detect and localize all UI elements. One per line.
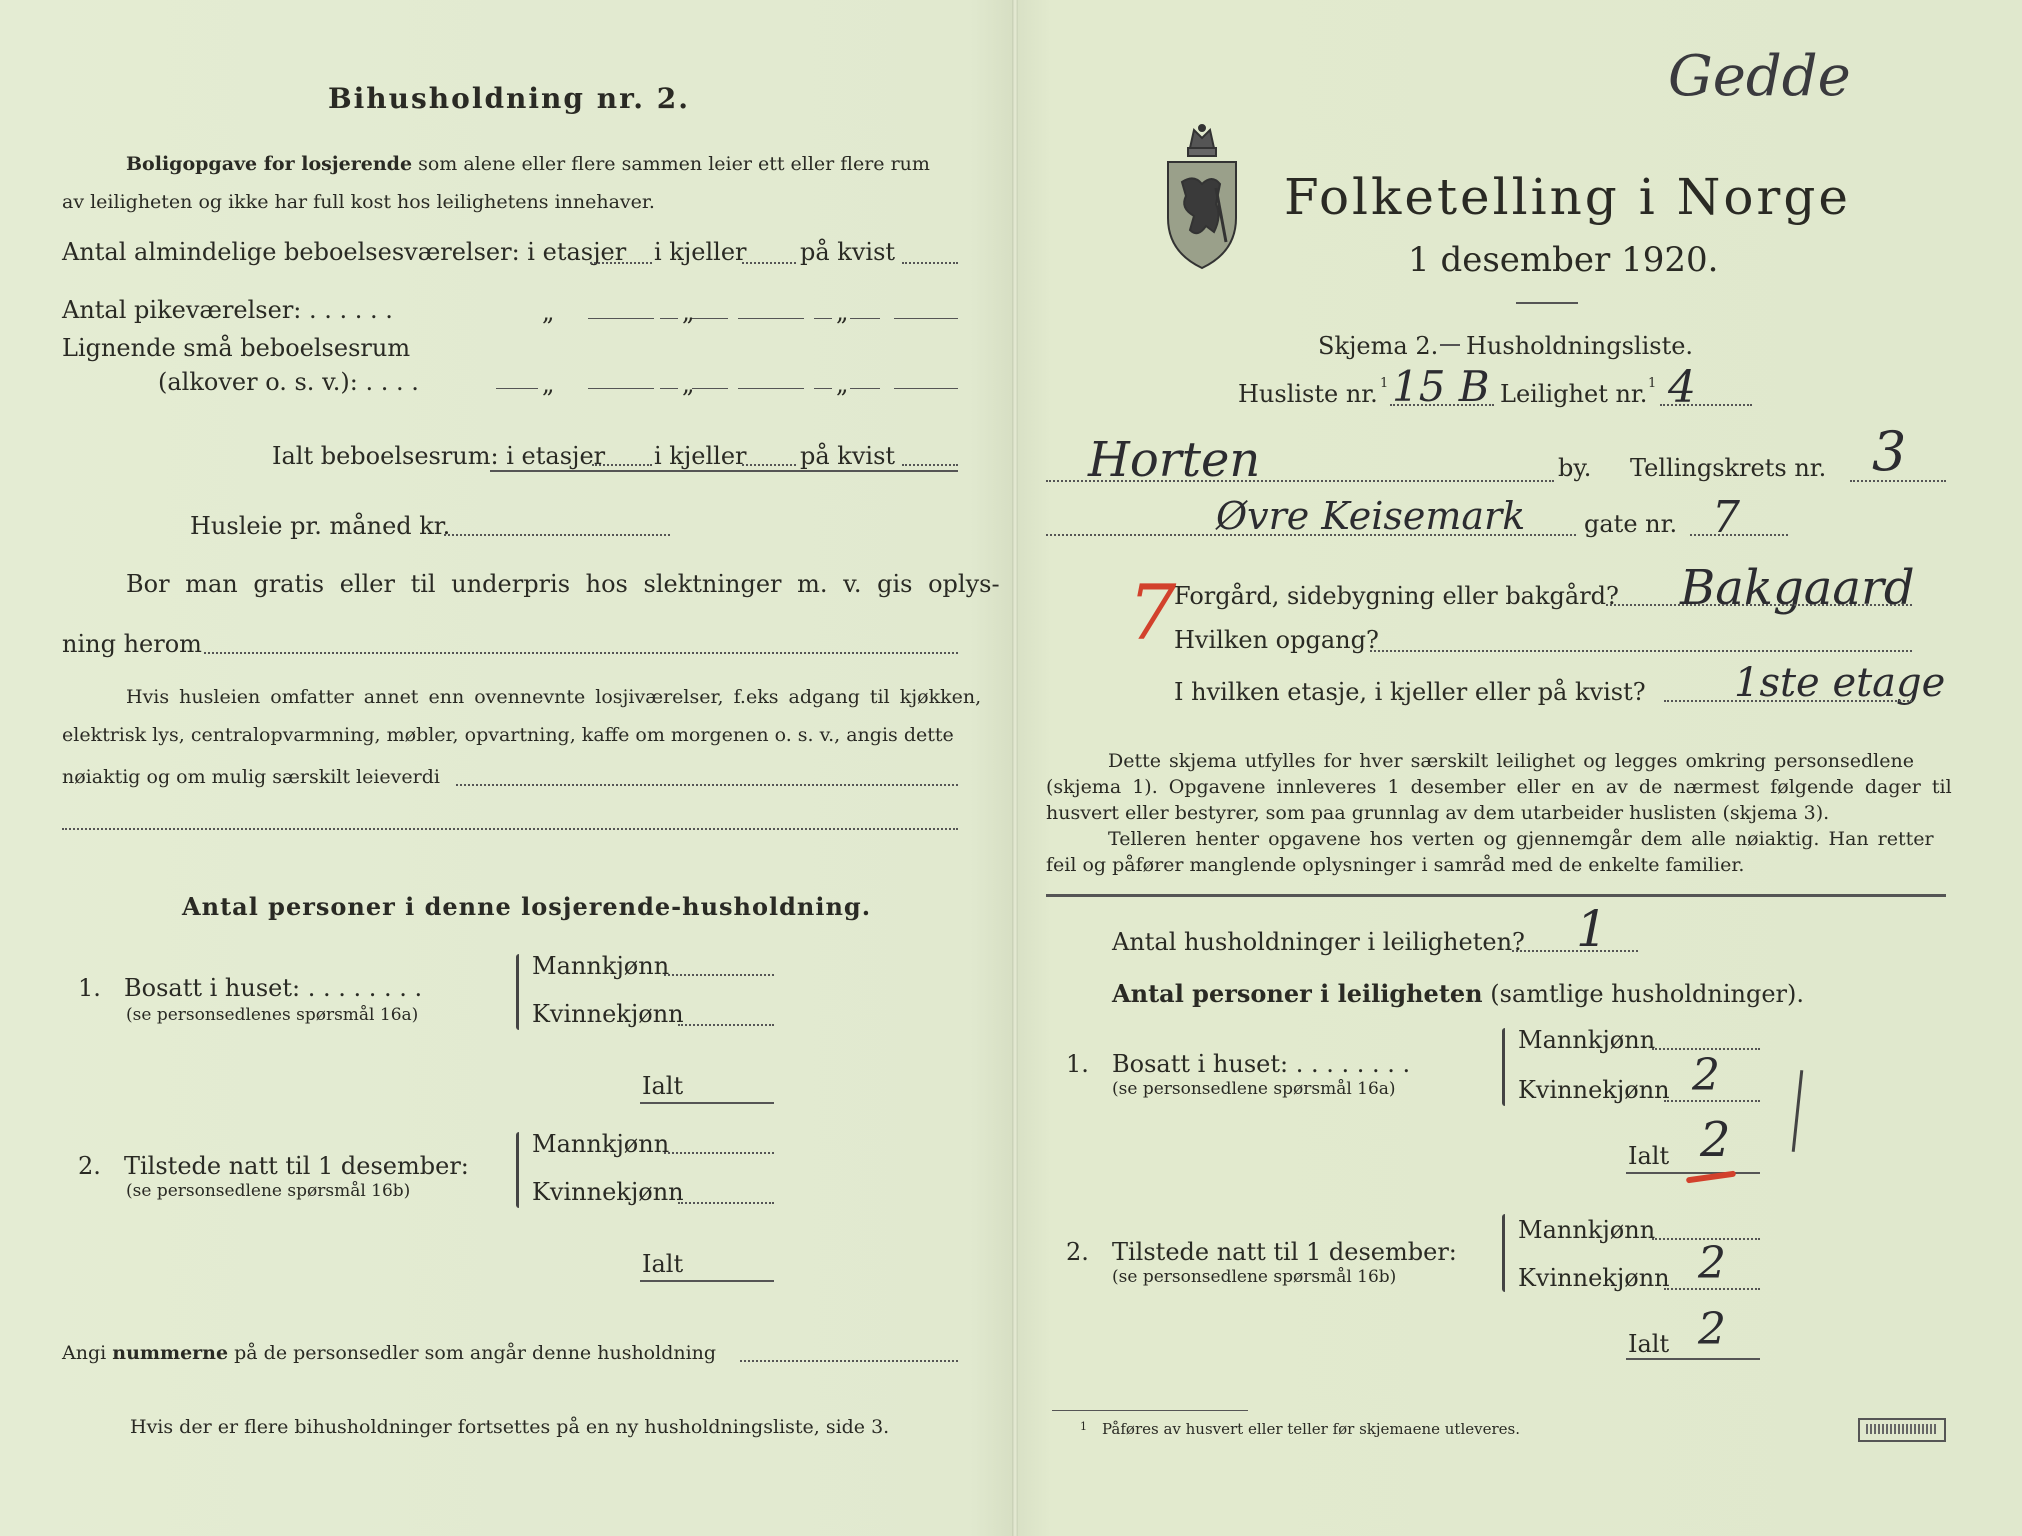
husliste-field — [1390, 404, 1494, 406]
left-q2-label: Tilstede natt til 1 desember: — [124, 1152, 469, 1180]
right-q1-kvinne-field — [1664, 1100, 1760, 1102]
ditto-mark: „ — [682, 298, 695, 326]
right-q2-ialt-field — [1626, 1358, 1760, 1360]
left-q2-sub: (se personsedlene spørsmål 16b) — [126, 1181, 411, 1201]
intro-bold: Boligopgave for losjerende — [126, 153, 413, 175]
right-footnote: Påføres av husvert eller teller før skjemaene utleveres. — [1102, 1420, 1520, 1438]
leieverdi-field — [456, 784, 958, 786]
angi-rest: på de personsedler som angår denne husholdning — [234, 1342, 717, 1364]
intro-line-1 — [126, 151, 930, 177]
ialt-kjeller-field — [742, 464, 796, 466]
pike-label: Antal pikeværelser: . . . . . . — [62, 296, 393, 324]
husleie-label: Husleie pr. måned kr. — [190, 512, 451, 540]
angi-pre: Angi — [62, 1342, 107, 1364]
left-title: Bihusholdning nr. 2. — [328, 82, 690, 115]
rooms-kjeller-field — [742, 262, 796, 264]
antal-hush-value: 1 — [1576, 900, 1608, 958]
right-q2-mann: Mannkjønn — [1518, 1216, 1656, 1244]
rooms-kjeller-label: i kjeller — [654, 238, 747, 266]
left-q2-mann: Mannkjønn — [532, 1130, 670, 1158]
right-q1-label: Bosatt i huset: . . . . . . . . — [1112, 1050, 1411, 1078]
antal-hush-field — [1512, 950, 1638, 952]
right-q2-num: 2. — [1066, 1238, 1089, 1266]
left-footer: Hvis der er flere bihusholdninger fortsettes på en ny husholdningsliste, side 3. — [130, 1416, 890, 1438]
alkover-field-0 — [496, 388, 538, 389]
census-date: 1 desember 1920. — [1408, 240, 1719, 280]
etasje-value: 1ste etage — [1734, 660, 1946, 706]
alkover-field-2 — [692, 388, 728, 389]
ialt-kvist-label: på kvist — [800, 442, 896, 470]
alkover-field-5 — [894, 388, 958, 389]
left-q2-mann-field — [664, 1152, 774, 1154]
intro-rest: som alene eller flere sammen leier ett eller flere rum — [418, 153, 930, 175]
etasje-field — [1664, 700, 1912, 702]
page-fold — [1012, 0, 1018, 1536]
alkover-label: (alkover o. s. v.): . . . . — [158, 368, 419, 396]
angi-bold: nummerne — [112, 1342, 229, 1364]
leieverdi-field-2 — [62, 828, 958, 830]
leilighet-field — [1660, 404, 1752, 406]
opgang-label: Hvilken opgang? — [1174, 626, 1379, 654]
gate-label: gate nr. — [1584, 510, 1678, 538]
right-q2-brace — [1502, 1214, 1505, 1292]
left-q1-brace — [516, 954, 519, 1030]
footnote-mark: 1 — [1080, 1420, 1087, 1433]
antal-pers-line — [1112, 980, 1804, 1008]
lignende-label: Lignende små beboelsesrum — [62, 334, 411, 362]
coat-of-arms-icon — [1160, 122, 1244, 272]
right-q2-sub: (se personsedlene spørsmål 16b) — [1112, 1267, 1397, 1287]
forgard-label: Forgård, sidebygning eller bakgård? — [1174, 582, 1619, 610]
printer-stamp — [1858, 1418, 1946, 1442]
left-q2-num: 2. — [78, 1152, 101, 1180]
footnote-divider — [1052, 1410, 1248, 1411]
bor-line-1: Bor man gratis eller til underpris hos slektninger m. v. gis oplys- — [126, 570, 1000, 598]
left-q2-kvinne-field — [678, 1202, 774, 1204]
angi-line — [62, 1340, 716, 1366]
right-q2-label: Tilstede natt til 1 desember: — [1112, 1238, 1457, 1266]
right-q2-ialt: Ialt — [1628, 1330, 1670, 1358]
gate-nr-value: 7 — [1712, 492, 1740, 543]
bor-line-2: ning herom — [62, 630, 202, 658]
handwritten-name: Gedde — [1668, 44, 1851, 109]
right-q1-ialt: Ialt — [1628, 1142, 1670, 1170]
footnote-mark: 1 — [1648, 376, 1657, 391]
rooms-label: Antal almindelige beboelsesværelser: i etasjer — [62, 238, 627, 266]
info-line-2: (skjema 1). Opgavene innleveres 1 desember eller en av de nærmest følgende dager til — [1046, 776, 1952, 798]
right-q1-sub: (se personsedlene spørsmål 16a) — [1112, 1079, 1396, 1099]
husleie-field — [444, 534, 670, 536]
alkover-field-3 — [738, 388, 804, 389]
left-q1-num: 1. — [78, 974, 101, 1002]
ditto-mark: „ — [542, 370, 555, 398]
gate-field — [1046, 534, 1576, 536]
left-q1-ialt-field — [640, 1102, 774, 1104]
info-line-1: Dette skjema utfylles for hver særskilt leilighet og legges omkring personsedlene — [1108, 750, 1914, 772]
bor-field — [204, 652, 958, 654]
skjema-label: Skjema 2. — [1318, 332, 1439, 360]
right-q1-mann: Mannkjønn — [1518, 1026, 1656, 1054]
right-q2-kvinne-value: 2 — [1698, 1238, 1726, 1289]
right-q2-kvinne: Kvinnekjønn — [1518, 1264, 1670, 1292]
antal-pers-rest: (samtlige husholdninger). — [1490, 980, 1805, 1008]
antal-hush-label: Antal husholdninger i leiligheten? — [1112, 928, 1525, 956]
hvis-line-3: nøiaktig og om mulig særskilt leieverdi — [62, 766, 440, 788]
right-title: Folketelling i Norge — [1284, 168, 1851, 226]
rooms-etasjer-field — [590, 262, 652, 264]
title-divider — [1516, 302, 1578, 304]
right-q1-kvinne-value: 2 — [1692, 1050, 1720, 1101]
left-q1-mann-field — [664, 974, 774, 976]
left-q2-ialt: Ialt — [642, 1250, 684, 1278]
by-field — [1046, 480, 1554, 482]
pike-field-1 — [588, 318, 654, 319]
left-q1-ialt: Ialt — [642, 1072, 684, 1100]
tellingskrets-label: Tellingskrets nr. — [1630, 454, 1827, 482]
right-q1-kvinne: Kvinnekjønn — [1518, 1076, 1670, 1104]
ialt-kvist-field — [902, 464, 958, 466]
right-q2-kvinne-field — [1664, 1288, 1760, 1290]
ialt-kjeller-label: i kjeller — [654, 442, 747, 470]
left-q1-kvinne-field — [678, 1024, 774, 1026]
red-pencil-mark: 7 — [1128, 568, 1177, 657]
pike-field-4 — [850, 318, 880, 319]
info-line-3: husvert eller bestyrer, som paa grunnlag av dem utarbeider huslisten (skjema 3). — [1046, 802, 1830, 824]
left-antal-heading: Antal personer i denne losjerende-husholdning. — [182, 892, 872, 921]
hvis-line-2: elektrisk lys, centralopvarmning, møbler, opvartning, kaffe om morgenen o. s. v., angis dette — [62, 724, 954, 746]
gate-value: Øvre Keisemark — [1216, 494, 1526, 538]
info-line-5: feil og påfører manglende oplysninger i samråd med de enkelte familier. — [1046, 854, 1745, 876]
ialt-rooms-label: Ialt beboelsesrum: i etasjer — [272, 442, 606, 470]
pike-field-5 — [894, 318, 958, 319]
left-q1-sub: (se personsedlenes spørsmål 16a) — [126, 1005, 419, 1025]
forgard-value: Bakgaard — [1680, 560, 1915, 616]
right-q1-ialt-value: 2 — [1700, 1112, 1731, 1168]
info-line-4: Telleren henter opgavene hos verten og gjennemgår dem alle nøiaktig. Han retter — [1108, 828, 1934, 850]
right-q1-num: 1. — [1066, 1050, 1089, 1078]
intro-line-2: av leiligheten og ikke har full kost hos leilighetens innehaver. — [62, 191, 655, 213]
left-q2-ialt-field — [640, 1280, 774, 1282]
leilighet-value: 4 — [1668, 362, 1696, 413]
gate-nr-field — [1690, 534, 1788, 536]
angi-field — [740, 1360, 958, 1362]
by-label: by. — [1558, 454, 1592, 482]
tellingskrets-value: 3 — [1872, 420, 1907, 483]
rooms-kvist-label: på kvist — [800, 238, 896, 266]
rooms-kvist-field — [902, 262, 958, 264]
pike-dash-1 — [660, 318, 678, 319]
tellingskrets-field — [1850, 480, 1946, 482]
ditto-mark: „ — [682, 370, 695, 398]
printer-stamp-lines — [1866, 1424, 1938, 1434]
etasje-label: I hvilken etasje, i kjeller eller på kvist? — [1174, 678, 1646, 706]
ialt-rooms-rule — [490, 470, 958, 472]
left-q2-kvinne: Kvinnekjønn — [532, 1178, 684, 1206]
footnote-mark: 1 — [1380, 376, 1389, 391]
ialt-etasjer-field — [592, 464, 652, 466]
right-q2-ialt-value: 2 — [1698, 1304, 1726, 1355]
opgang-field — [1370, 650, 1912, 652]
alkover-field-1 — [588, 388, 654, 389]
by-value: Horten — [1088, 432, 1261, 488]
left-q1-kvinne: Kvinnekjønn — [532, 1000, 684, 1028]
right-q1-ialt-field — [1626, 1172, 1760, 1174]
left-q1-mann: Mannkjønn — [532, 952, 670, 980]
skjema-dash — [1440, 344, 1460, 346]
info-divider — [1046, 894, 1946, 897]
right-q1-brace — [1502, 1028, 1505, 1106]
leilighet-label: Leilighet nr. — [1500, 380, 1648, 408]
antal-pers-bold: Antal personer i leiligheten — [1112, 979, 1483, 1008]
ditto-mark: „ — [542, 298, 555, 326]
pike-field-2 — [692, 318, 728, 319]
left-q2-brace — [516, 1132, 519, 1208]
alkover-dash-1 — [660, 388, 678, 389]
pike-field-3 — [738, 318, 804, 319]
husliste-value: 15 B — [1392, 362, 1490, 411]
forgard-field — [1606, 604, 1912, 606]
alkover-dash-2 — [814, 388, 832, 389]
pike-dash-2 — [814, 318, 832, 319]
ditto-mark: „ — [836, 298, 849, 326]
skjema-title: Husholdningsliste. — [1466, 332, 1694, 360]
husliste-label: Husliste nr. — [1238, 380, 1378, 408]
alkover-field-4 — [850, 388, 880, 389]
ditto-mark: „ — [836, 370, 849, 398]
left-q1-label: Bosatt i huset: . . . . . . . . — [124, 974, 423, 1002]
hvis-line-1: Hvis husleien omfatter annet enn ovennevnte losjiværelser, f.eks adgang til kjøkken, — [126, 686, 982, 708]
